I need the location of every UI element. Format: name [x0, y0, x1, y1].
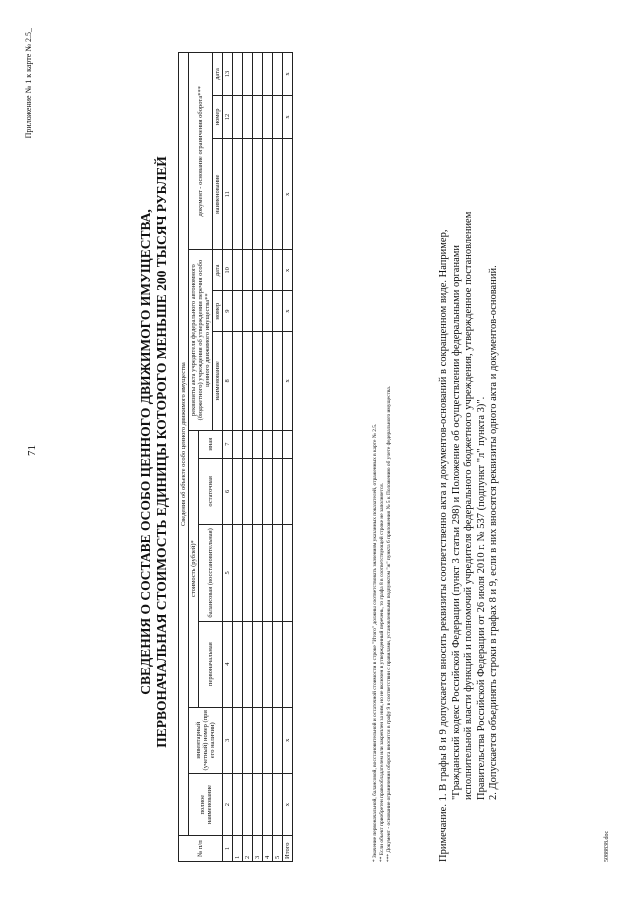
- table-cell: [243, 430, 253, 458]
- table-cell: [253, 707, 263, 774]
- table-cell: [233, 332, 243, 431]
- total-cell: [283, 525, 293, 622]
- table-cell: [253, 96, 263, 139]
- table-cell: [233, 774, 243, 836]
- total-cell: х: [283, 53, 293, 96]
- row-number: 2: [243, 836, 253, 862]
- table-cell: [263, 250, 273, 291]
- property-table: [178, 52, 293, 862]
- table-cell: [233, 707, 243, 774]
- table-cell: [273, 430, 283, 458]
- table-cell: [233, 458, 243, 525]
- column-number: 4: [223, 621, 233, 707]
- total-cell: [283, 458, 293, 525]
- header-name: полное наименование: [189, 774, 223, 836]
- table-cell: [233, 430, 243, 458]
- total-row: [283, 53, 293, 862]
- row-number: 5: [273, 836, 283, 862]
- table-cell: [263, 138, 273, 250]
- table-cell: [263, 332, 273, 431]
- note-line: "Гражданский кодекс Российской Федерации (пункт 3 статьи 298) и Положение об осуществлении федеральными органами: [450, 245, 462, 800]
- table-cell: [243, 250, 253, 291]
- table-cell: [253, 430, 263, 458]
- page-number: 71: [26, 445, 38, 456]
- table-cell: [273, 332, 283, 431]
- column-number: 3: [223, 707, 233, 774]
- header-row-1: [179, 53, 189, 862]
- table-cell: [263, 53, 273, 96]
- rotated-page: [20, 22, 620, 882]
- footnote-3: *** Документ - основание ограничения оборота вносится в графу 9 в соответствии с правилами, установленными подпунктом "ж" пункта 6 приложения № 5 к Положению об учете федерального имущества.: [386, 385, 393, 862]
- note-line: 2. Допускается объединять строки в графах 8 и 9, если в них вносятся реквизиты одного акта и документов-оснований.: [488, 265, 500, 800]
- title-line-2: ПЕРВОНАЧАЛЬНАЯ СТОИМОСТЬ ЕДИНИЦЫ КОТОРОГО МЕНЬШЕ 200 ТЫСЯЧ РУБЛЕЙ: [154, 156, 169, 748]
- total-cell: х: [283, 96, 293, 139]
- table-cell: [273, 138, 283, 250]
- header-invnum: инвентарный (учетный) номер (при его наличии): [189, 707, 223, 774]
- table-cell: [253, 332, 263, 431]
- header-act-number: номер: [213, 291, 223, 332]
- doc-id: 5088838.doc: [604, 830, 610, 862]
- title-line-1: СВЕДЕНИЯ О СОСТАВЕ ОСОБО ЦЕННОГО ДВИЖИМОГО ИМУЩЕСТВА,: [138, 209, 153, 695]
- table-cell: [263, 621, 273, 707]
- table-cell: [243, 621, 253, 707]
- row-number: 1: [233, 836, 243, 862]
- table-cell: [263, 96, 273, 139]
- table-cell: [233, 525, 243, 622]
- table-cell: [233, 96, 243, 139]
- note-line: Правительства Российской Федерации от 26 июля 2010 г. № 537 (подпункт "л" пункта 3)".: [475, 396, 487, 800]
- table-cell: [273, 458, 283, 525]
- table-cell: [253, 774, 263, 836]
- table-cell: [273, 707, 283, 774]
- column-number-row: [223, 53, 233, 862]
- table-cell: [253, 525, 263, 622]
- header-basis-name: наименование: [213, 138, 223, 250]
- table-cell: [263, 525, 273, 622]
- table-cell: [263, 707, 273, 774]
- table-cell: [243, 332, 253, 431]
- header-balance: балансовая (восстановительная): [199, 525, 223, 622]
- column-number: 9: [223, 291, 233, 332]
- table-cell: [253, 250, 263, 291]
- appendix-label: Приложение № 1 к карте № 2.5_: [24, 28, 33, 139]
- table-cell: [273, 53, 283, 96]
- column-number: 7: [223, 430, 233, 458]
- column-number: 12: [223, 96, 233, 139]
- table-cell: [243, 291, 253, 332]
- total-label: Итого: [283, 836, 293, 862]
- header-cost: стоимость (рублей)*: [189, 430, 199, 707]
- table-cell: [263, 774, 273, 836]
- note-block: [438, 42, 501, 862]
- table-cell: [253, 621, 263, 707]
- table-cell: [263, 458, 273, 525]
- table-row: [253, 53, 263, 862]
- header-residual: остаточная: [199, 458, 223, 525]
- column-number: 13: [223, 53, 233, 96]
- table-row: [233, 53, 243, 862]
- total-cell: х: [283, 291, 293, 332]
- footnote-1: * Значение первоначальной, балансовой, восстановительной и остаточной стоимости в строке "Итого" должны соответствовать значениям указанных показателей, отраженных в карте № 2.5.: [372, 423, 378, 862]
- header-act-date: дата: [213, 250, 223, 291]
- table-cell: [253, 53, 263, 96]
- header-other: иная: [199, 430, 223, 458]
- header-act-name: наименование: [213, 332, 223, 431]
- row-number: 3: [253, 836, 263, 862]
- table-cell: [233, 250, 243, 291]
- column-number: 2: [223, 774, 233, 836]
- header-basis-date: дата: [213, 53, 223, 96]
- table-cell: [273, 291, 283, 332]
- header-basis-number: номер: [213, 96, 223, 139]
- table-cell: [233, 138, 243, 250]
- header-basis: документ - основание ограничения оборота***: [189, 53, 213, 250]
- table-cell: [243, 53, 253, 96]
- table-cell: [243, 525, 253, 622]
- table-cell: [243, 707, 253, 774]
- header-initial: первоначальная: [199, 621, 223, 707]
- total-cell: х: [283, 250, 293, 291]
- note-line: Примечание. 1. В графы 8 и 9 допускается вносить реквизиты соответственно акта и документов-оснований в сокращенном виде. Например,: [438, 229, 449, 862]
- table-cell: [273, 525, 283, 622]
- table-cell: [233, 291, 243, 332]
- table-cell: [253, 291, 263, 332]
- header-act: реквизиты акта учредителя федерального автономного (бюджетного) учреждения об утверждении перечня особо ценного движимого имущества**: [189, 250, 213, 430]
- header-num: № п/п: [179, 836, 223, 862]
- table-cell: [233, 53, 243, 96]
- table-cell: [273, 96, 283, 139]
- table-cell: [233, 621, 243, 707]
- table-cell: [263, 430, 273, 458]
- table-cell: [243, 774, 253, 836]
- total-cell: х: [283, 332, 293, 431]
- footnotes: [372, 52, 394, 862]
- table-cell: [253, 138, 263, 250]
- header-info: Сведения об объекте особо ценного движимого имущества: [179, 53, 189, 836]
- header-row-2: [189, 53, 199, 862]
- table-cell: [273, 250, 283, 291]
- table-cell: [273, 774, 283, 836]
- table-cell: [273, 621, 283, 707]
- total-cell: [283, 621, 293, 707]
- column-number: 1: [223, 836, 233, 862]
- table-cell: [253, 458, 263, 525]
- row-number: 4: [263, 836, 273, 862]
- column-number: 5: [223, 525, 233, 622]
- table-row: [263, 53, 273, 862]
- table-row: [243, 53, 253, 862]
- total-cell: х: [283, 774, 293, 836]
- table-cell: [243, 96, 253, 139]
- table-cell: [243, 458, 253, 525]
- total-cell: х: [283, 707, 293, 774]
- table-row: [273, 53, 283, 862]
- total-cell: х: [283, 138, 293, 250]
- table-cell: [243, 138, 253, 250]
- column-number: 8: [223, 332, 233, 431]
- table-cell: [263, 291, 273, 332]
- column-number: 6: [223, 458, 233, 525]
- column-number: 11: [223, 138, 233, 250]
- total-cell: [283, 430, 293, 458]
- note-line: исполнительной власти функций и полномочий учредителя федерального бюджетного учреждения, утвержденное постановлением: [463, 211, 475, 800]
- column-number: 10: [223, 250, 233, 291]
- footnote-2: ** Если объект приобретен правообладателем или закреплен за ним, но не включен в утвержденный перечень, то графа 8 в соответствующей строке не заполняется.: [379, 482, 386, 862]
